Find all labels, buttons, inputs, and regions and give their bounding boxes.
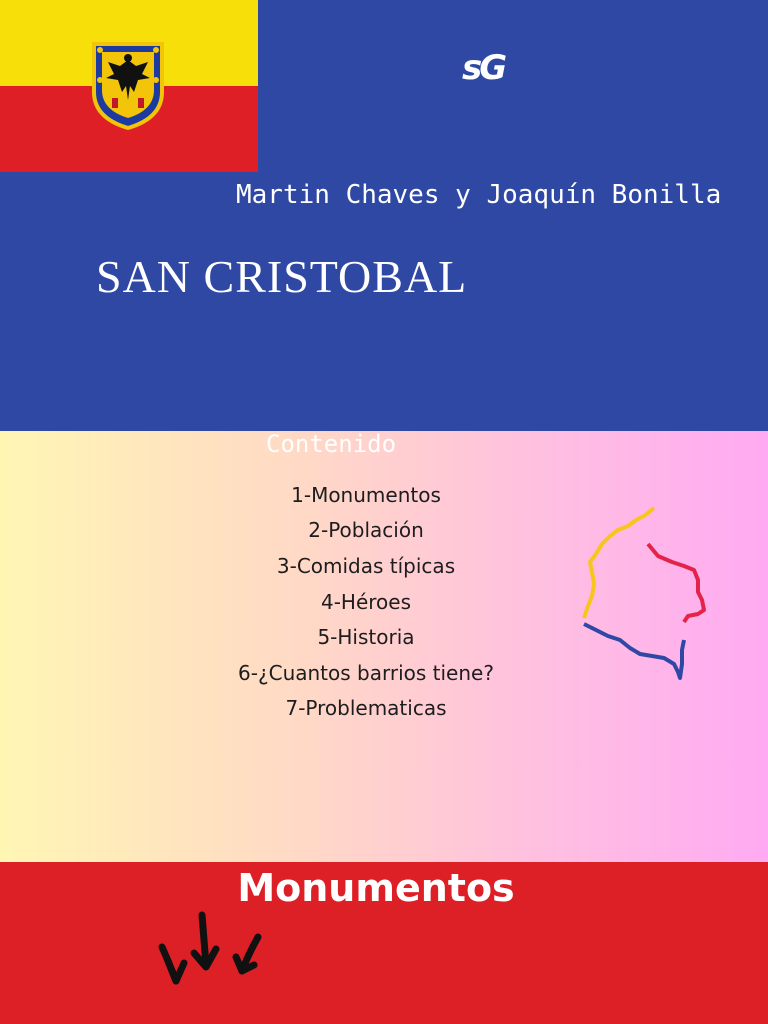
toc-item-monumentos: 1-Monumentos — [291, 483, 441, 507]
colombia-map-icon — [578, 500, 710, 682]
page-title: SAN CRISTOBAL — [96, 251, 468, 302]
toc-item-poblacion: 2-Población — [308, 518, 424, 542]
authors-line: Martin Chaves y Joaquín Bonilla — [236, 180, 722, 210]
toc-item-heroes: 4-Héroes — [320, 590, 412, 614]
down-arrows-icon — [150, 905, 270, 990]
toc-item-problematicas: 7-Problematicas — [285, 696, 447, 720]
section-title: Monumentos — [237, 866, 515, 910]
toc-item-historia: 5-Historia — [317, 625, 415, 649]
toc-item-comidas: 3-Comidas típicas — [276, 554, 456, 578]
contents-title: Contenido — [266, 430, 397, 458]
brand-logo: sG — [462, 48, 505, 88]
toc-item-barrios: 6-¿Cuantos barrios tiene? — [238, 661, 494, 685]
coat-of-arms-icon — [90, 40, 166, 130]
